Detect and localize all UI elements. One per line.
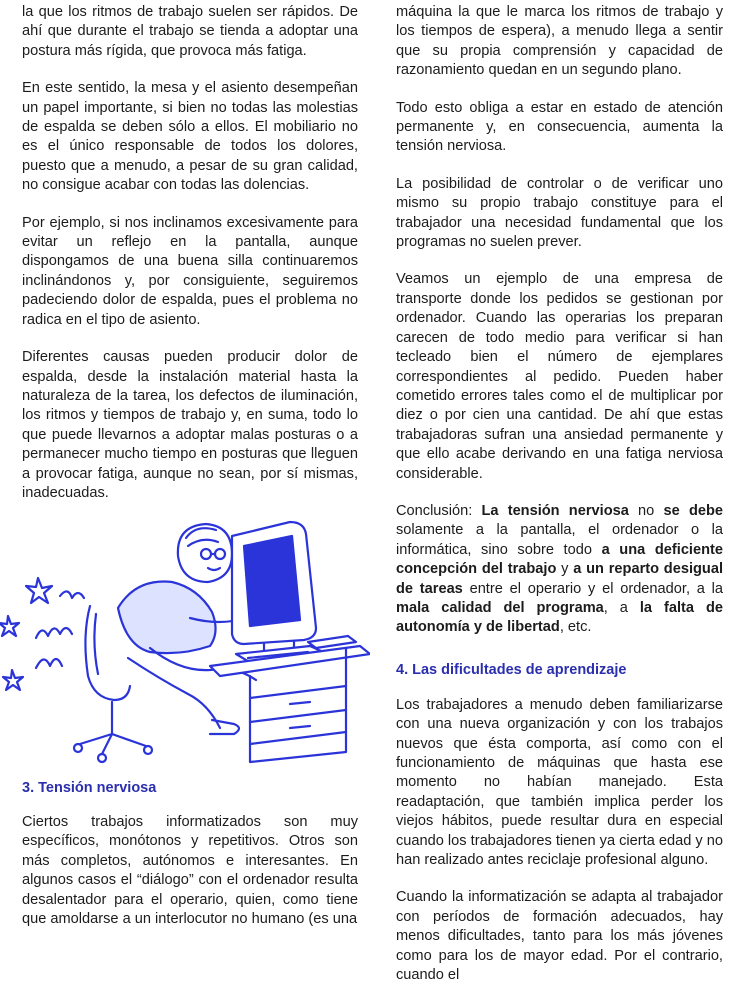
- right-paragraph-2: Todo esto obliga a estar en estado de atención permanente y, en consecuencia, aumenta la tensión nerviosa.: [396, 99, 723, 155]
- right-paragraph-5: Los trabajadores a menudo deben familiarizarse con una nueva organización y con los trabajos nuevos que ésta comporta, así como con el funcionamiento de máquinas que hasta ese momento no habían manejado. Esta readaptación, que también implica perder los viejos hábitos, puede resultar dura en especial cuando los trabajadores tienen ya cierta edad y no han realizado antes reciclaje profesional alguno.: [396, 696, 723, 869]
- conclusion-paragraph: Conclusión: La tensión nerviosa no se debe solamente a la pantalla, el ordenador o la informática, sino sobre todo a una deficiente concepción del trabajo y a un reparto desigual de tareas entre el operario y el ordenador, a la mala calidad del programa, a la falta de autonomía y de libertad, etc.: [396, 502, 724, 636]
- left-paragraph-4: Diferentes causas pueden producir dolor de espalda, desde la instalación material hasta la naturaleza de la tarea, los defectos de iluminación, los ritmos y tiempos de trabajo y, en suma, todo lo que puede llevarnos a adoptar malas posturas o a permanecer mucho tiempo en posturas que lleguen a provocar fatiga, aunque no sean, por sí mismas, inadecuadas.: [22, 349, 358, 501]
- left-column: [22, 0, 358, 503]
- section-heading-dificultades-aprendizaje: 4. Las dificultades de aprendizaje: [396, 661, 627, 678]
- left-paragraph-5: Ciertos trabajos informatizados son muy específicos, monótonos y repetitivos. Otros son más completos, autónomos e interesantes. En algunos casos el “diálogo” con el ordenador resulta desalentador para el operario, quien, como tiene que amoldarse a un interlocutor no humano (es una: [22, 814, 358, 928]
- right-paragraph-3: La posibilidad de controlar o de verificar uno mismo su propio trabajo constituye para el trabajador una necesidad fundamental que los programas no suelen prever.: [396, 175, 723, 251]
- right-paragraph-6: Cuando la informatización se adapta al trabajador con períodos de formación adecuados, hay menos dificultades, tanto para los más jóvenes como para los de mayor edad. Por el contrario, cuando el: [396, 889, 723, 984]
- worker-at-computer-illustration: [0, 508, 370, 770]
- right-paragraph-1: máquina la que le marca los ritmos de trabajo y los tiempos de espera), a menudo llega a sentir que su propia comprensión y capacidad de razonamiento quedan en un segundo plano.: [396, 4, 723, 79]
- stress-star-icon: [26, 578, 52, 603]
- right-column: [396, 0, 723, 985]
- left-paragraph-1: la que los ritmos de trabajo suelen ser rápidos. De ahí que durante el trabajo se tienda a adoptar una postura más rígida, que provoca más fatiga.: [22, 4, 358, 59]
- left-paragraph-3: Por ejemplo, si nos inclinamos excesivamente para evitar un reflejo en la pantalla, aunque dispongamos de una buena silla continuaremos inclinándonos y, por consiguiente, seguiremos padeciendo dolor de espalda, pues el problema no radica en el tipo de asiento.: [22, 214, 358, 328]
- right-paragraph-4: Veamos un ejemplo de una empresa de transporte donde los pedidos se gestionan por ordenador. Cuando las operarias los preparan carecen de todo medio para verificar si han tecleado bien el número de ejemplares correspondientes al pedido. Pueden haber cometido errores tales como el de multiplicar por diez o por cien una cantidad. De ahí que estas trabajadoras sufran una ansiedad permanente y que ello acabe derivando en una fatiga nerviosa considerable.: [396, 271, 723, 482]
- section-heading-tension-nerviosa: 3. Tensión nerviosa: [22, 780, 157, 796]
- left-section-3: [22, 779, 358, 929]
- stress-star-icon: [0, 616, 19, 636]
- stress-star-icon: [3, 670, 23, 690]
- left-paragraph-2: En este sentido, la mesa y el asiento desempeñan un papel importante, si bien no todas las molestias de espalda se deben sólo a ellos. El mobiliario no es el único responsable de todos los dolores, puesto que a menudo, a pesar de su gran calidad, no consigue acabar con todas las dolencias.: [22, 80, 358, 194]
